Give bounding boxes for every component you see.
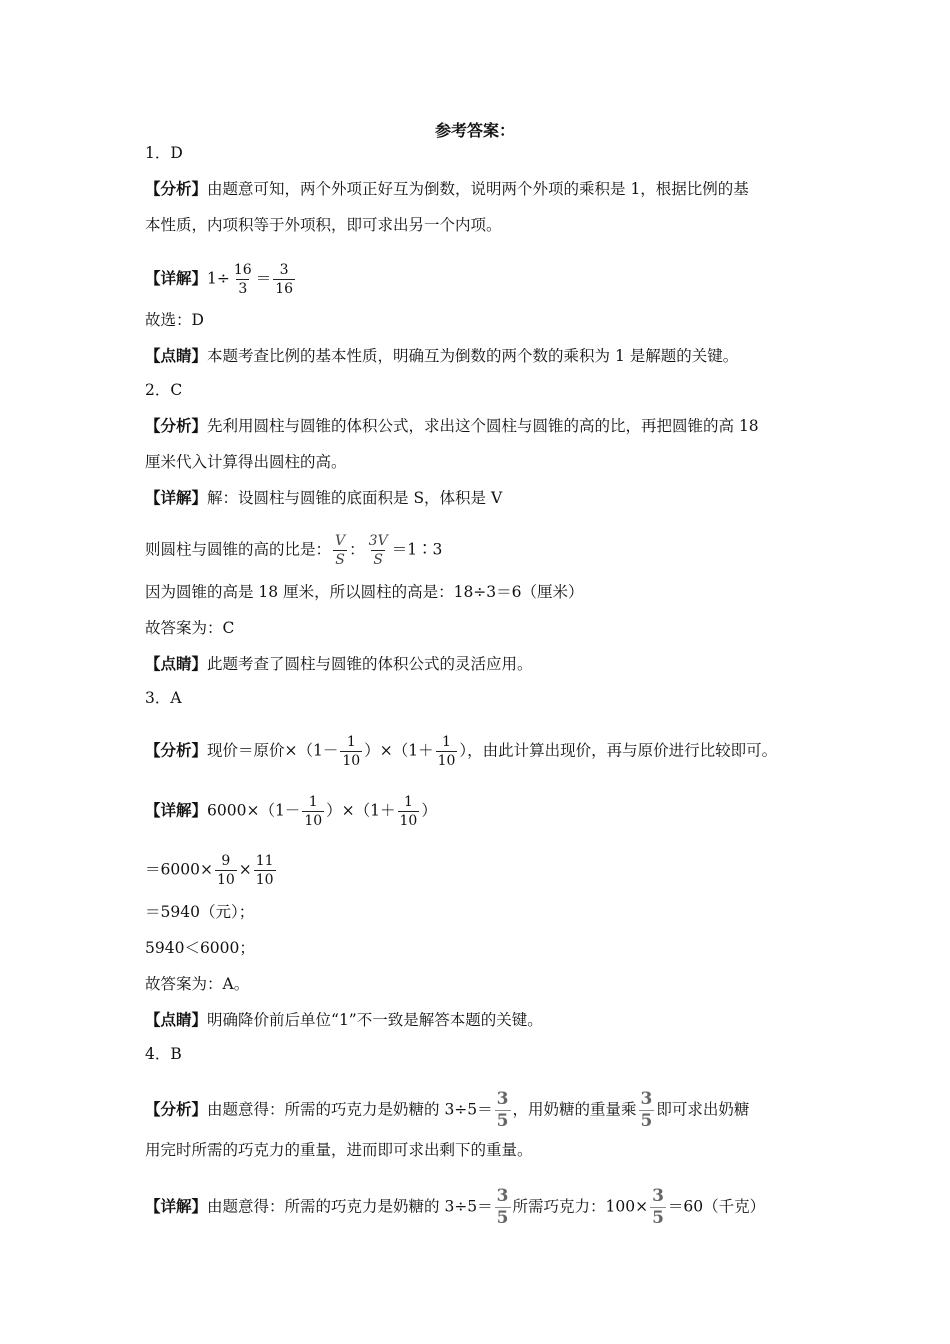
q2-analysis-line1: 【分析】先利用圆柱与圆锥的体积公式，求出这个圆柱与圆锥的高的比，再把圆锥的高 18 — [145, 416, 759, 435]
detail-tag: 【详解】 — [145, 488, 208, 507]
detail-tag: 【详解】 — [145, 1196, 208, 1216]
detail-tag: 【详解】 — [145, 268, 208, 288]
q1-choice: 故选：D — [145, 311, 204, 329]
q3-key-point: 【点睛】明确降价前后单位“1”不一致是解答本题的关键。 — [145, 1010, 543, 1029]
fraction: $\frac{1}{10}$ — [399, 794, 418, 829]
q3-step-2: ＝6000× $\frac{9}{10}$ × $\frac{11}{10}$ — [145, 853, 274, 888]
analysis-tag: 【分析】 — [145, 416, 208, 435]
analysis-tag: 【分析】 — [145, 179, 208, 198]
q2-choice: 故答案为：C — [145, 619, 235, 637]
q1-key-point: 【点睛】本题考查比例的基本性质，明确互为倒数的两个数的乘积为 1 是解题的关键。 — [145, 346, 739, 365]
q4-analysis-line1: 【分析】由题意得：所需的巧克力是奶糖的 3÷5＝ $\frac{3}{5}$ ，用奶糖的重量乘 $\frac{3}{5}$ 即可求出奶糖 — [145, 1089, 750, 1131]
key-point-tag: 【点睛】 — [145, 346, 208, 365]
fraction: $\frac{3}{5}$ — [640, 1089, 653, 1131]
q1-detail: 【详解】1÷ $\frac{16}{3}$ ＝ $\frac{3}{16}$ — [145, 262, 294, 297]
fraction: $\frac{3}{16}$ — [275, 262, 294, 297]
fraction: $\frac{16}{3}$ — [233, 262, 252, 297]
page-title: 参考答案： — [434, 121, 515, 140]
q4-detail: 【详解】由题意得：所需的巧克力是奶糖的 3÷5＝ $\frac{3}{5}$ 所需巧克力：100× $\frac{3}{5}$ ＝60（千克） — [145, 1186, 766, 1228]
q2-detail: 【详解】解：设圆柱与圆锥的底面积是 S，体积是 V — [145, 488, 503, 507]
q3-answer: 3．A — [145, 689, 182, 707]
q4-answer: 4．B — [145, 1045, 182, 1063]
fraction: $\frac{9}{10}$ — [216, 853, 235, 888]
q1-analysis-line2: 本性质，内项积等于外项积，即可求出另一个内项。 — [145, 216, 502, 234]
fraction: $\frac{3}{5}$ — [652, 1186, 664, 1228]
detail-tag: 【详解】 — [145, 800, 208, 820]
q4-analysis-line2: 用完时所需的巧克力的重量，进而即可求出剩下的重量。 — [145, 1141, 533, 1159]
q2-key-point: 【点睛】此题考查了圆柱与圆锥的体积公式的灵活应用。 — [145, 654, 533, 673]
analysis-tag: 【分析】 — [145, 1099, 208, 1119]
q3-analysis: 【分析】现价＝原价×（1－ $\frac{1}{10}$ ）×（1＋ $\frac{1}{10}$ ），由此计算出现价，再与原价进行比较即可。 — [145, 734, 778, 769]
analysis-tag: 【分析】 — [145, 740, 208, 760]
fraction: $\frac{11}{10}$ — [255, 853, 274, 888]
q3-step-4: 5940＜6000； — [145, 939, 255, 957]
key-point-tag: 【点睛】 — [145, 654, 208, 673]
q2-analysis-line2: 厘米代入计算得出圆柱的高。 — [145, 453, 347, 471]
q3-step-3: ＝5940（元）； — [145, 903, 255, 921]
q2-answer: 2．C — [145, 381, 183, 399]
q2-ratio: 则圆柱与圆锥的高的比是： $\frac{V}{S}$ ： $\frac{3V}{S}$ ＝1∶3 — [145, 533, 443, 568]
fraction: $\frac{1}{10}$ — [304, 794, 323, 829]
q3-choice: 故答案为：A。 — [145, 975, 250, 993]
fraction: $\frac{V}{S}$ — [335, 533, 346, 568]
fraction: $\frac{1}{10}$ — [437, 734, 456, 769]
q1-analysis-line1: 【分析】由题意可知，两个外项正好互为倒数，说明两个外项的乘积是 1，根据比例的基 — [145, 179, 749, 198]
q1-answer: 1．D — [145, 144, 183, 162]
key-point-tag: 【点睛】 — [145, 1010, 208, 1029]
fraction: $\frac{3}{5}$ — [496, 1089, 509, 1131]
fraction: $\frac{3V}{S}$ — [368, 533, 388, 568]
q3-detail: 【详解】6000×（1－ $\frac{1}{10}$ ）×（1＋ $\frac{1}{10}$ ） — [145, 794, 437, 829]
fraction: $\frac{3}{5}$ — [496, 1186, 509, 1228]
fraction: $\frac{1}{10}$ — [342, 734, 361, 769]
q2-because: 因为圆锥的高是 18 厘米，所以圆柱的高是：18÷3＝6（厘米） — [145, 583, 584, 601]
